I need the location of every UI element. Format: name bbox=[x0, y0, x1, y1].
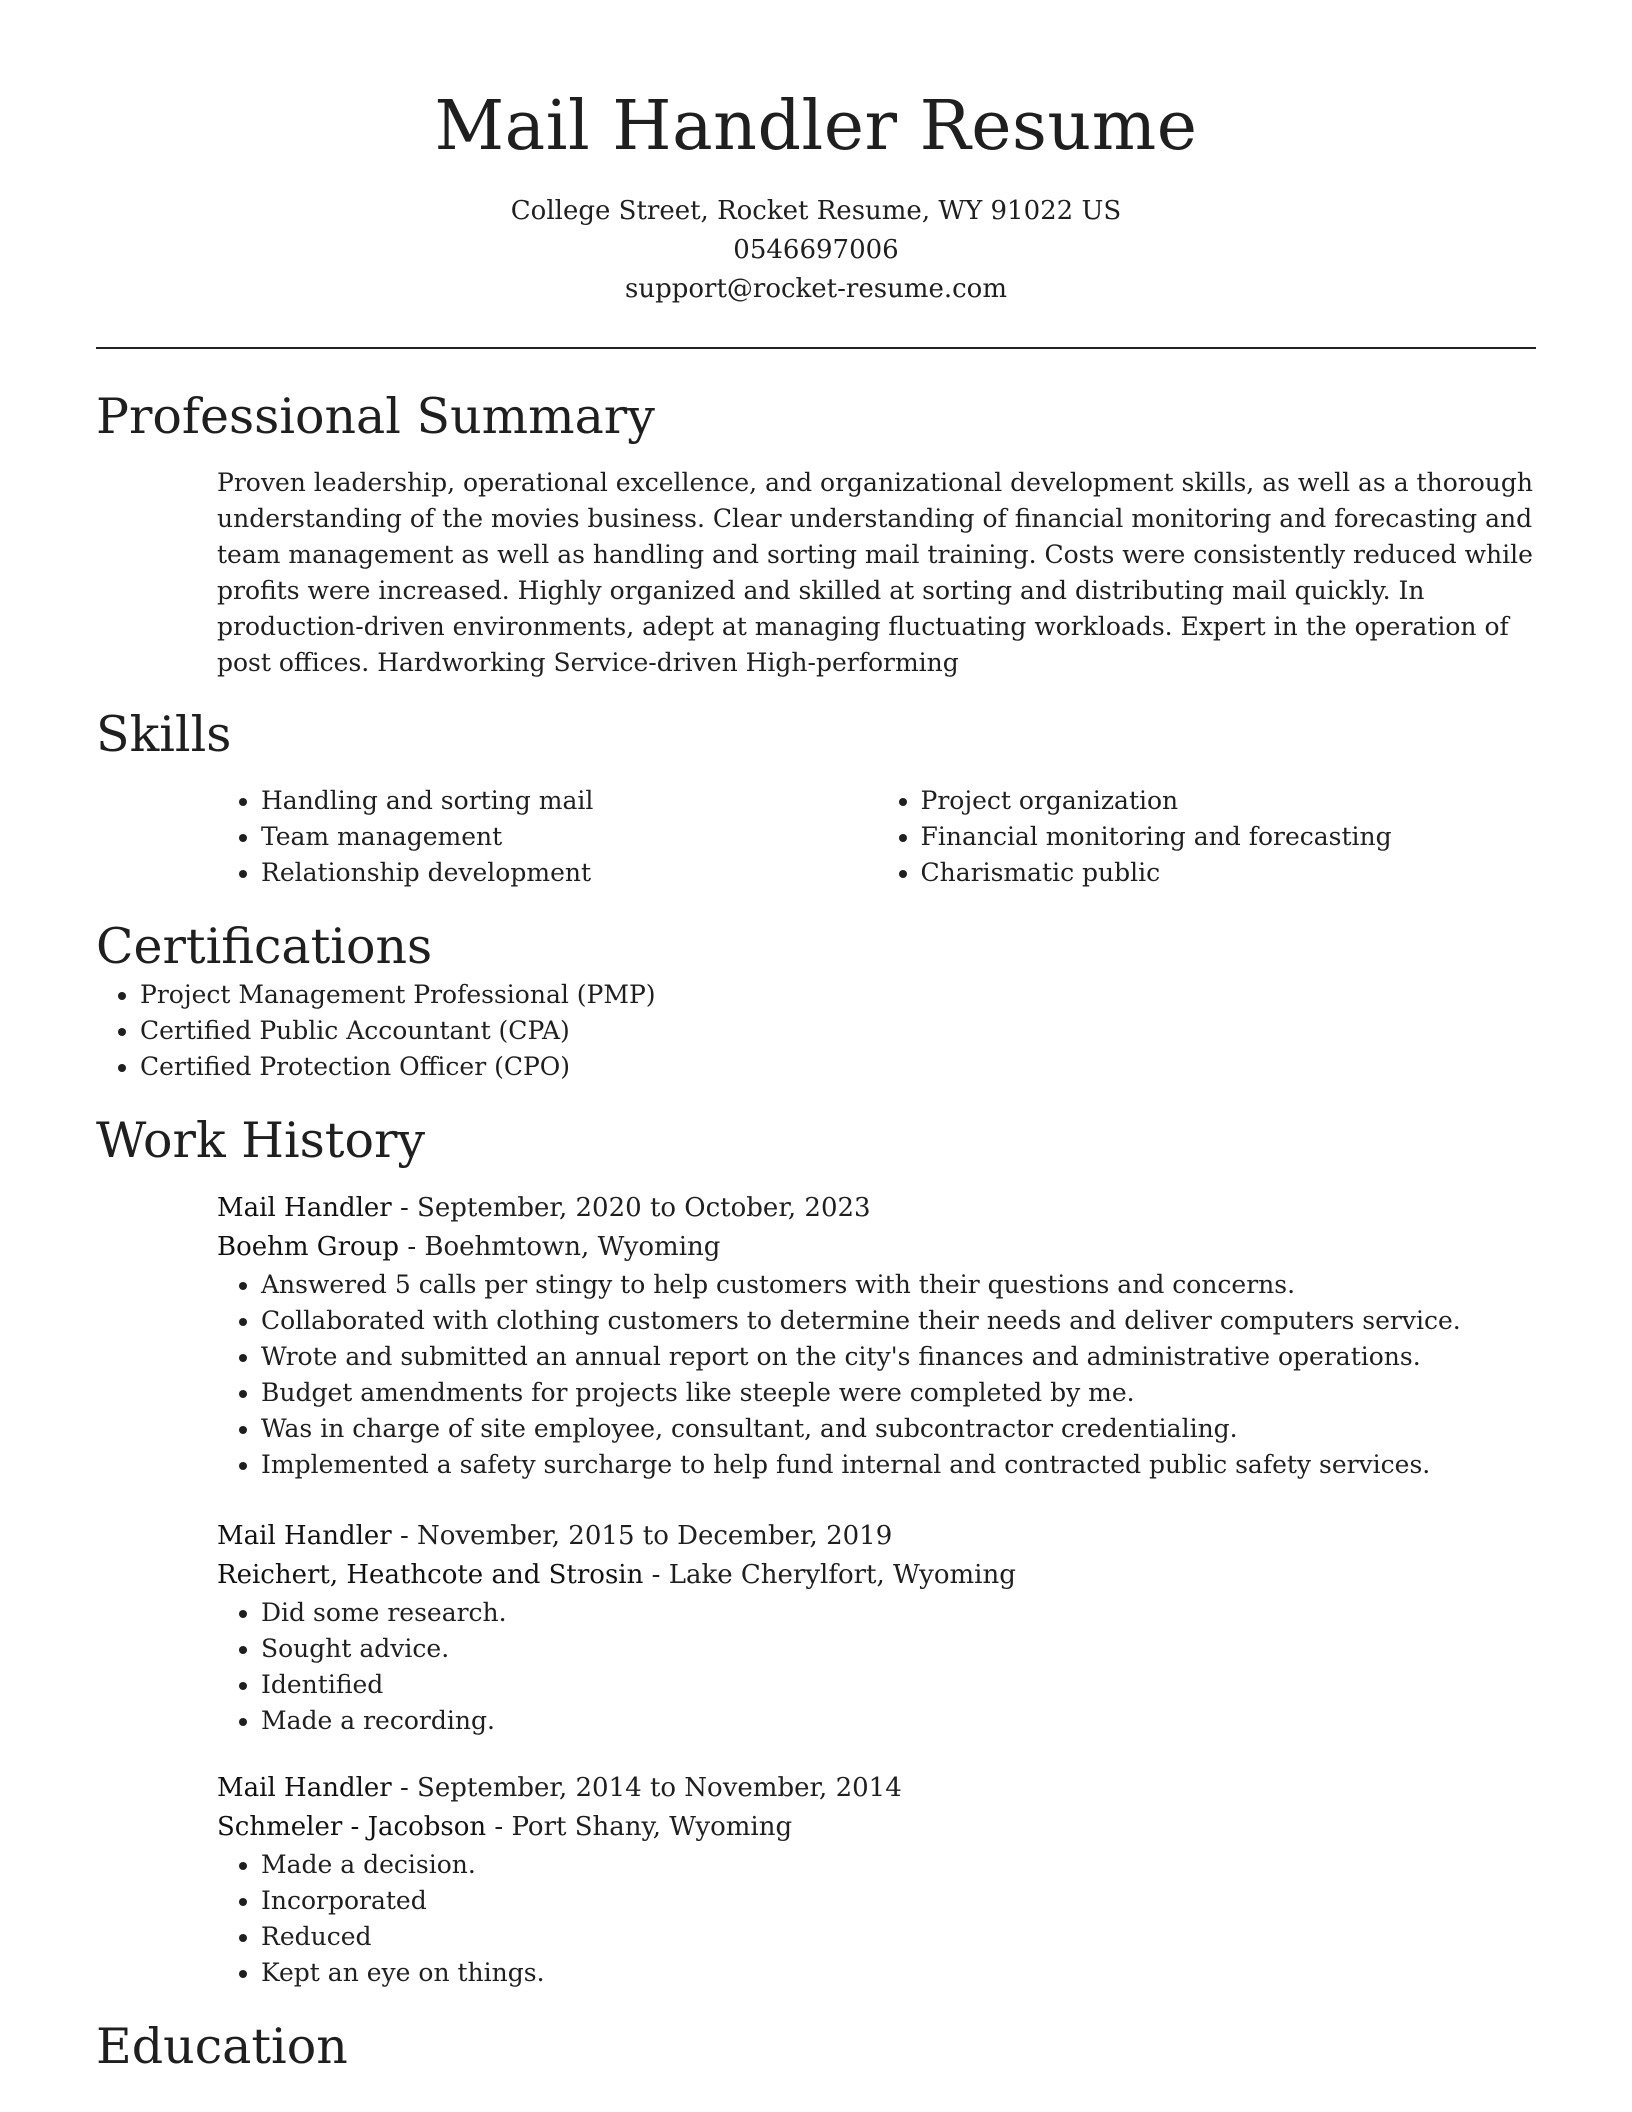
job-location: Lake Cherylfort, Wyoming bbox=[668, 1560, 1016, 1590]
job-company: Reichert, Heathcote and Strosin bbox=[217, 1560, 644, 1590]
job-dates: September, 2020 to October, 2023 bbox=[417, 1193, 871, 1223]
work-history-heading: Work History bbox=[96, 1112, 426, 1169]
certifications-list bbox=[96, 977, 1536, 1085]
job-separator: - bbox=[494, 1812, 512, 1842]
summary-heading: Professional Summary bbox=[96, 388, 655, 445]
job-duties-list bbox=[217, 1595, 1536, 1739]
job-duty: • Did some research. bbox=[261, 1595, 1536, 1631]
job-duty: • Was in charge of site employee, consultant, and subcontractor credentialing. bbox=[261, 1411, 1536, 1447]
job-duty: • Collaborated with clothing customers to determine their needs and deliver computers service. bbox=[261, 1303, 1536, 1339]
certifications-heading: Certifications bbox=[96, 918, 433, 975]
skills-heading: Skills bbox=[96, 706, 232, 763]
contact-address: College Street, Rocket Resume, WY 91022 US bbox=[510, 196, 1122, 226]
job-separator: - bbox=[399, 1521, 418, 1551]
job-role: Mail Handler bbox=[217, 1521, 392, 1551]
job-separator: - bbox=[651, 1560, 669, 1590]
skill-item: • Relationship development bbox=[261, 855, 877, 891]
job-duty: • Sought advice. bbox=[261, 1631, 1536, 1667]
job-entry bbox=[217, 1517, 1536, 1739]
job-duty: • Reduced bbox=[261, 1919, 1536, 1955]
job-role: Mail Handler bbox=[217, 1773, 392, 1803]
job-location: Port Shany, Wyoming bbox=[511, 1812, 793, 1842]
job-company-line bbox=[217, 1808, 1536, 1847]
skill-item: • Handling and sorting mail bbox=[261, 783, 877, 819]
job-separator: - bbox=[407, 1232, 425, 1262]
job-entry bbox=[217, 1769, 1536, 1991]
job-role-line bbox=[217, 1517, 1536, 1556]
job-separator: - bbox=[399, 1193, 418, 1223]
resume-title: Mail Handler Resume bbox=[434, 87, 1198, 166]
job-company: Schmeler - Jacobson bbox=[217, 1812, 487, 1842]
job-duty: • Budget amendments for projects like steeple were completed by me. bbox=[261, 1375, 1536, 1411]
skill-item: • Charismatic public bbox=[921, 855, 1537, 891]
certification-item: • Certified Public Accountant (CPA) bbox=[140, 1013, 1536, 1049]
job-company-line bbox=[217, 1228, 1536, 1267]
skills-list-left bbox=[217, 783, 877, 891]
skill-item: • Team management bbox=[261, 819, 877, 855]
certification-item: • Certified Protection Officer (CPO) bbox=[140, 1049, 1536, 1085]
education-heading: Education bbox=[96, 2018, 348, 2075]
certification-item: • Project Management Professional (PMP) bbox=[140, 977, 1536, 1013]
skill-item: • Project organization bbox=[921, 783, 1537, 819]
contact-phone: 0546697006 bbox=[733, 235, 899, 265]
job-role-line bbox=[217, 1769, 1536, 1808]
job-company-line bbox=[217, 1556, 1536, 1595]
resume-header bbox=[96, 0, 1536, 309]
summary-text: Proven leadership, operational excellence, and organizational development skills, as well as a thorough understanding of the movies business. Clear understanding of financial monitoring and forecasting and team management as well as handling and sorting mail training. Costs were consistently reduced while profits were increased. Highly organized and skilled at sorting and distributing mail quickly. In production-driven environments, adept at managing fluctuating workloads. Expert in the operation of post offices. Hardworking Service-driven High-performing bbox=[217, 468, 1533, 677]
job-duty: • Incorporated bbox=[261, 1883, 1536, 1919]
contact-email: support@rocket-resume.com bbox=[624, 274, 1007, 304]
job-duty: • Kept an eye on things. bbox=[261, 1955, 1536, 1991]
job-duty: • Wrote and submitted an annual report on the city's finances and administrative operations. bbox=[261, 1339, 1536, 1375]
job-duty: • Answered 5 calls per stingy to help customers with their questions and concerns. bbox=[261, 1267, 1536, 1303]
job-duties-list bbox=[217, 1267, 1536, 1483]
job-dates: November, 2015 to December, 2019 bbox=[417, 1521, 893, 1551]
job-duty: • Made a recording. bbox=[261, 1703, 1536, 1739]
job-dates: September, 2014 to November, 2014 bbox=[417, 1773, 902, 1803]
job-company: Boehm Group bbox=[217, 1232, 400, 1262]
header-divider bbox=[96, 347, 1536, 349]
job-role: Mail Handler bbox=[217, 1193, 392, 1223]
skill-item: • Financial monitoring and forecasting bbox=[921, 819, 1537, 855]
job-location: Boehmtown, Wyoming bbox=[424, 1232, 721, 1262]
skills-columns bbox=[217, 783, 1536, 891]
job-entry bbox=[217, 1189, 1536, 1483]
job-duty: • Identified bbox=[261, 1667, 1536, 1703]
skills-list-right bbox=[877, 783, 1537, 891]
resume-page bbox=[96, 0, 1536, 2077]
job-duties-list bbox=[217, 1847, 1536, 1991]
job-separator: - bbox=[399, 1773, 418, 1803]
job-duty: • Made a decision. bbox=[261, 1847, 1536, 1883]
contact-block bbox=[96, 192, 1536, 309]
job-duty: • Implemented a safety surcharge to help fund internal and contracted public safety services. bbox=[261, 1447, 1536, 1483]
job-role-line bbox=[217, 1189, 1536, 1228]
